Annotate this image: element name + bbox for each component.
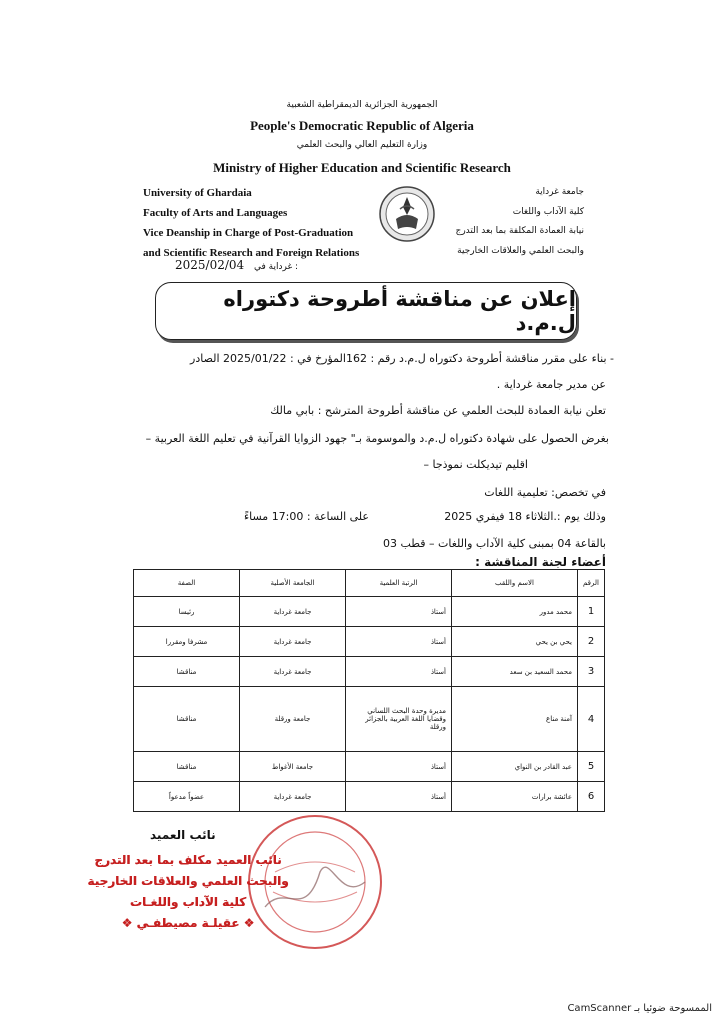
deanship-line2-ar: والبحث العلمي والعلاقات الخارجية [457, 245, 584, 256]
member-role: مناقشا [134, 657, 240, 687]
body-candidate-line: تعلن نيابة العمادة للبحث العلمي عن مناقشة أطروحة المترشح : بابي مالك [270, 404, 606, 417]
member-university: جامعة غرداية [240, 597, 346, 627]
deanship-line2-en: and Scientific Research and Foreign Relations [143, 247, 360, 259]
announcement-title: إعلان عن مناقشة أطروحة دكتوراه ل.م.د [223, 287, 576, 335]
member-role: عضواً مدعواً [134, 782, 240, 812]
university-name-en: University of Ghardaia [143, 187, 252, 199]
stamp-line-name: ❖ عقيلـة مصيطفـي ❖ [121, 916, 255, 930]
stamp-line-dept: والبحث العلمي والعلاقات الخارجية [87, 874, 289, 888]
university-block-arabic [456, 183, 584, 261]
deanship-line-ar: نيابة العمادة المكلفة بما بعد التدرج [455, 226, 584, 236]
member-university: جامعة الأغواط [240, 752, 346, 782]
date-line [175, 258, 298, 272]
header-number: الرقم [578, 570, 605, 597]
member-rank: أستاذ [346, 627, 452, 657]
table-header-row [134, 570, 605, 597]
member-university: جامعة غرداية [240, 627, 346, 657]
member-rank: أستاذ [346, 752, 452, 782]
row-number: 4 [578, 687, 605, 752]
table-row [134, 782, 605, 812]
member-name: محمد السعيد بن سعد [452, 657, 578, 687]
member-role: مناقشا [134, 687, 240, 752]
committee-table [133, 569, 605, 812]
date-value: 2025/02/04 [175, 258, 245, 272]
row-number: 3 [578, 657, 605, 687]
body-decision-line: - بناء على مقرر مناقشة أطروحة دكتوراه ل.م.د رقم : 162المؤرخ في : 2025/01/22 الصادر [190, 352, 614, 365]
member-rank: أستاذ [346, 597, 452, 627]
body-issuer-line: عن مدير جامعة غرداية . [496, 378, 606, 391]
body-thesis-title-line: بغرض الحصول على شهادة دكتوراه ل.م.د والموسومة بـ" جهود الزوايا القرآنية في تعليم اللغة العربية – [145, 432, 609, 445]
header-role: الصفة [134, 570, 240, 597]
camscanner-footer: الممسوحة ضوئيا بـ CamScanner [567, 1003, 712, 1014]
member-name: عائشة برارات [452, 782, 578, 812]
university-block-english [143, 183, 359, 263]
table-row [134, 752, 605, 782]
announcement-title-box [155, 282, 577, 340]
stamp-line-faculty: كلية الآداب واللغـات [129, 895, 247, 909]
body-date-line: وذلك يوم :.الثلاثاء 18 فيفري 2025 [444, 510, 606, 523]
faculty-name-en: Faculty of Arts and Languages [143, 207, 288, 219]
table-row [134, 657, 605, 687]
member-rank: مديرة وحدة البحث اللساني وقضايا اللغة العربية بالجزائر ورقلة [346, 687, 452, 752]
header-university: الجامعة الأصلية [240, 570, 346, 597]
body-room-line: بالقاعة 04 بمبنى كلية الآداب واللغات – قطب 03 [382, 537, 606, 550]
member-name: عبد القادر بن النواي [452, 752, 578, 782]
vice-dean-stamp [58, 850, 318, 934]
body-specialty-line: في تخصص: تعليمية اللغات [484, 486, 606, 499]
member-role: مشرفا ومقررا [134, 627, 240, 657]
member-university: جامعة غرداية [240, 657, 346, 687]
member-university: جامعة ورقلة [240, 687, 346, 752]
university-seal-icon [378, 185, 436, 243]
member-role: رئيسا [134, 597, 240, 627]
table-row [134, 597, 605, 627]
signature-title: نائب العميد [150, 828, 216, 842]
table-row [134, 627, 605, 657]
header-name: الاسم واللقب [452, 570, 578, 597]
row-number: 5 [578, 752, 605, 782]
header-republic-arabic: الجمهورية الجزائرية الديمقراطية الشعبية [286, 100, 438, 110]
committee-title: أعضاء لجنة المناقشة : [475, 555, 606, 569]
member-rank: أستاذ [346, 782, 452, 812]
table-row [134, 687, 605, 752]
member-university: جامعة غرداية [240, 782, 346, 812]
header-ministry-english: Ministry of Higher Education and Scientific Research [213, 160, 511, 175]
deanship-line-en: Vice Deanship in Charge of Post-Graduation [143, 227, 354, 239]
stamp-line-title: نائب العميد مكلف بما بعد التدرج [94, 853, 282, 867]
member-role: مناقشا [134, 752, 240, 782]
member-name: محمد مدور [452, 597, 578, 627]
row-number: 1 [578, 597, 605, 627]
header-republic-english: People's Democratic Republic of Algeria [250, 118, 474, 133]
member-rank: أستاذ [346, 657, 452, 687]
faculty-name-ar: كلية الآداب واللغات [512, 206, 584, 217]
row-number: 2 [578, 627, 605, 657]
university-name-ar: جامعة غرداية [535, 187, 584, 197]
header-rank: الرتبة العلمية [346, 570, 452, 597]
header-ministry-arabic: وزارة التعليم العالي والبحث العلمي [296, 140, 428, 150]
row-number: 6 [578, 782, 605, 812]
member-name: آمنة مناع [452, 687, 578, 752]
date-label: غرداية في : [254, 262, 299, 272]
body-thesis-title-cont: اقليم تيديكلت نموذجا – [423, 458, 528, 471]
member-name: يحي بن يحي [452, 627, 578, 657]
body-time-line: على الساعة : 17:00 مساءً [243, 510, 369, 523]
